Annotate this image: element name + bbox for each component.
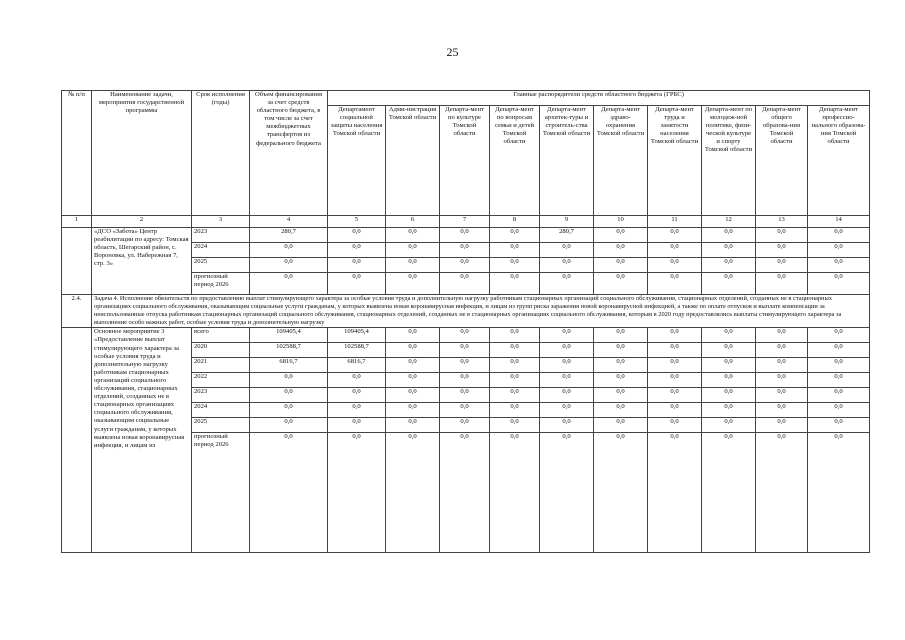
dept-value-cell: 0,0 xyxy=(440,258,490,273)
block-2 xyxy=(62,328,870,553)
dept-value-cell: 0,0 xyxy=(386,243,440,258)
dept-value-cell: 0,0 xyxy=(328,258,386,273)
page-number: 25 xyxy=(446,45,459,59)
volume-cell: 0,0 xyxy=(250,403,328,418)
dept-value-cell: 0,0 xyxy=(440,388,490,403)
dept-value-cell: 0,0 xyxy=(594,228,648,243)
header-dept-7: Департа-мент труда и занятости населения Томской области xyxy=(648,106,702,216)
dept-value-cell: 0,0 xyxy=(490,403,540,418)
budget-table xyxy=(61,90,870,553)
period-cell: 2024 xyxy=(192,243,250,258)
period-cell: прогнозный период 2026 xyxy=(192,433,250,553)
dept-value-cell: 0,0 xyxy=(490,258,540,273)
dept-value-cell: 0,0 xyxy=(386,328,440,343)
volume-cell: 0,0 xyxy=(250,418,328,433)
dept-value-cell: 0,0 xyxy=(540,418,594,433)
dept-value-cell: 0,0 xyxy=(702,258,756,273)
task-row xyxy=(62,295,870,328)
dept-value-cell: 0,0 xyxy=(386,343,440,358)
dept-value-cell: 0,0 xyxy=(808,373,870,388)
dept-value-cell: 0,0 xyxy=(328,388,386,403)
dept-value-cell: 0,0 xyxy=(490,243,540,258)
task-number: 2.4. xyxy=(62,295,92,328)
dept-value-cell: 0,0 xyxy=(808,433,870,553)
dept-value-cell: 109405,4 xyxy=(328,328,386,343)
period-cell: 2025 xyxy=(192,418,250,433)
dept-value-cell: 0,0 xyxy=(702,343,756,358)
dept-value-cell: 0,0 xyxy=(702,433,756,553)
dept-value-cell: 0,0 xyxy=(702,358,756,373)
dept-value-cell: 0,0 xyxy=(540,433,594,553)
dept-value-cell: 0,0 xyxy=(808,243,870,258)
volume-cell: 0,0 xyxy=(250,388,328,403)
column-number-10: 10 xyxy=(594,216,648,228)
dept-value-cell: 0,0 xyxy=(594,373,648,388)
dept-value-cell: 0,0 xyxy=(808,228,870,243)
period-cell: 2021 xyxy=(192,358,250,373)
dept-value-cell: 0,0 xyxy=(808,273,870,295)
column-number-2: 2 xyxy=(92,216,192,228)
header-dept-4: Департа-мент по вопросам семьи и детей Томской области xyxy=(490,106,540,216)
dept-value-cell: 0,0 xyxy=(756,358,808,373)
header-grbs: Главные распорядители средств областного бюджета (ГРБС) xyxy=(328,91,870,106)
dept-value-cell: 0,0 xyxy=(440,343,490,358)
volume-cell: 0,0 xyxy=(250,258,328,273)
dept-value-cell: 0,0 xyxy=(648,418,702,433)
dept-value-cell: 0,0 xyxy=(648,403,702,418)
dept-value-cell: 0,0 xyxy=(808,418,870,433)
period-cell: 2025 xyxy=(192,258,250,273)
dept-value-cell: 0,0 xyxy=(540,243,594,258)
dept-value-cell: 0,0 xyxy=(440,228,490,243)
dept-value-cell: 0,0 xyxy=(702,373,756,388)
column-number-8: 8 xyxy=(490,216,540,228)
header-dept-1: Департамент социальной защиты населения Томской области xyxy=(328,106,386,216)
table-row xyxy=(62,228,870,243)
header-dept-2: Адми-нистрация Томской области xyxy=(386,106,440,216)
volume-cell: 102588,7 xyxy=(250,343,328,358)
dept-value-cell: 0,0 xyxy=(540,258,594,273)
column-number-13: 13 xyxy=(756,216,808,228)
dept-value-cell: 0,0 xyxy=(648,343,702,358)
dept-value-cell: 0,0 xyxy=(386,433,440,553)
dept-value-cell: 0,0 xyxy=(702,273,756,295)
dept-value-cell: 0,0 xyxy=(594,433,648,553)
column-numbering-row xyxy=(62,216,870,228)
dept-value-cell: 0,0 xyxy=(328,433,386,553)
dept-value-cell: 0,0 xyxy=(702,328,756,343)
dept-value-cell: 0,0 xyxy=(756,258,808,273)
column-number-4: 4 xyxy=(250,216,328,228)
column-number-6: 6 xyxy=(386,216,440,228)
dept-value-cell: 0,0 xyxy=(328,228,386,243)
dept-value-cell: 0,0 xyxy=(702,418,756,433)
period-cell: всего xyxy=(192,328,250,343)
dept-value-cell: 0,0 xyxy=(756,243,808,258)
dept-value-cell: 0,0 xyxy=(540,373,594,388)
dept-value-cell: 0,0 xyxy=(328,273,386,295)
block-1 xyxy=(62,228,870,295)
dept-value-cell: 0,0 xyxy=(440,358,490,373)
dept-value-cell: 0,0 xyxy=(540,273,594,295)
dept-value-cell: 0,0 xyxy=(594,258,648,273)
dept-value-cell: 0,0 xyxy=(756,373,808,388)
measure-name: Основное мероприятие 3 «Предоставление выплат стимулирующего характера за особые условия труда и дополнительную нагрузку работникам стационарных организаций социального обслуживания, стационарных отделений, созданных не в стационарных организациях социального обслуживания, оказывающим социальные услуги гражданам, у которых выявлена новая коронавирусная инфекция, и лицам из xyxy=(92,328,192,553)
dept-value-cell: 0,0 xyxy=(594,328,648,343)
period-cell: прогнозный период 2026 xyxy=(192,273,250,295)
period-cell: 2022 xyxy=(192,373,250,388)
header-dept-8: Департа-мент по молодеж-ной политике, физи-ческой культуре и спорту Томской области xyxy=(702,106,756,216)
dept-value-cell: 0,0 xyxy=(756,433,808,553)
dept-value-cell: 0,0 xyxy=(440,243,490,258)
column-number-7: 7 xyxy=(440,216,490,228)
dept-value-cell: 0,0 xyxy=(648,358,702,373)
row-number-cell xyxy=(62,228,92,295)
dept-value-cell: 0,0 xyxy=(594,418,648,433)
dept-value-cell: 0,0 xyxy=(490,358,540,373)
dept-value-cell: 0,0 xyxy=(702,403,756,418)
dept-value-cell: 0,0 xyxy=(648,433,702,553)
dept-value-cell: 0,0 xyxy=(648,228,702,243)
column-number-9: 9 xyxy=(540,216,594,228)
dept-value-cell: 0,0 xyxy=(490,228,540,243)
dept-value-cell: 0,0 xyxy=(702,228,756,243)
dept-value-cell: 0,0 xyxy=(756,343,808,358)
dept-value-cell: 0,0 xyxy=(756,273,808,295)
dept-value-cell: 0,0 xyxy=(756,328,808,343)
dept-value-cell: 0,0 xyxy=(386,388,440,403)
period-cell: 2023 xyxy=(192,388,250,403)
header-dept-5: Департа-мент архитек-туры и строитель-ства Томской области xyxy=(540,106,594,216)
header-dept-6: Департа-мент здраво-охранения Томской области xyxy=(594,106,648,216)
header-dept-3: Департа-мент по культуре Томской области xyxy=(440,106,490,216)
dept-value-cell: 0,0 xyxy=(648,388,702,403)
header-dept-9: Департа-мент общего образова-ния Томской области xyxy=(756,106,808,216)
table-row xyxy=(62,328,870,343)
volume-cell: 0,0 xyxy=(250,433,328,553)
dept-value-cell: 0,0 xyxy=(808,343,870,358)
dept-value-cell: 0,0 xyxy=(328,418,386,433)
header-dept-10: Департа-мент профессио-нального образова-ния Томской области xyxy=(808,106,870,216)
dept-value-cell: 0,0 xyxy=(594,388,648,403)
volume-cell: 0,0 xyxy=(250,273,328,295)
dept-value-cell: 0,0 xyxy=(594,358,648,373)
dept-value-cell: 0,0 xyxy=(386,418,440,433)
dept-value-cell: 0,0 xyxy=(440,433,490,553)
dept-value-cell: 0,0 xyxy=(594,403,648,418)
header-volume: Объем финансирования за счет средств областного бюджета, в том числе за счет межбюджетных трансфертов из федерального бюджета xyxy=(250,91,328,216)
dept-value-cell: 0,0 xyxy=(594,273,648,295)
dept-value-cell: 0,0 xyxy=(702,388,756,403)
row-number-cell xyxy=(62,328,92,553)
dept-value-cell: 0,0 xyxy=(490,388,540,403)
header-period: Срок исполнения (годы) xyxy=(192,91,250,216)
dept-value-cell: 0,0 xyxy=(756,228,808,243)
dept-value-cell: 102588,7 xyxy=(328,343,386,358)
dept-value-cell: 0,0 xyxy=(440,328,490,343)
dept-value-cell: 0,0 xyxy=(756,388,808,403)
column-number-11: 11 xyxy=(648,216,702,228)
header-num: № п/п xyxy=(62,91,92,216)
dept-value-cell: 0,0 xyxy=(490,433,540,553)
dept-value-cell: 0,0 xyxy=(490,343,540,358)
volume-cell: 109405,4 xyxy=(250,328,328,343)
period-cell: 2024 xyxy=(192,403,250,418)
dept-value-cell: 0,0 xyxy=(440,418,490,433)
dept-value-cell: 0,0 xyxy=(808,388,870,403)
dept-value-cell: 0,0 xyxy=(594,343,648,358)
measure-name: «ДСО «Забота» Центр реабилитации по адресу: Томская область, Шегарский район, с. Вороновка, ул. Набережная 7, стр. 3» xyxy=(92,228,192,295)
dept-value-cell: 0,0 xyxy=(490,328,540,343)
dept-value-cell: 0,0 xyxy=(540,403,594,418)
dept-value-cell: 0,0 xyxy=(648,258,702,273)
dept-value-cell: 0,0 xyxy=(440,403,490,418)
column-number-3: 3 xyxy=(192,216,250,228)
dept-value-cell: 0,0 xyxy=(756,403,808,418)
dept-value-cell: 0,0 xyxy=(440,373,490,388)
dept-value-cell: 0,0 xyxy=(540,328,594,343)
header-name: Наименование задачи, мероприятия государственной программы xyxy=(92,91,192,216)
dept-value-cell: 0,0 xyxy=(490,373,540,388)
column-number-5: 5 xyxy=(328,216,386,228)
dept-value-cell: 0,0 xyxy=(490,273,540,295)
dept-value-cell: 0,0 xyxy=(756,418,808,433)
dept-value-cell: 0,0 xyxy=(386,273,440,295)
dept-value-cell: 0,0 xyxy=(648,243,702,258)
column-number-14: 14 xyxy=(808,216,870,228)
dept-value-cell: 6816,7 xyxy=(328,358,386,373)
dept-value-cell: 0,0 xyxy=(386,228,440,243)
dept-value-cell: 0,0 xyxy=(540,358,594,373)
period-cell: 2020 xyxy=(192,343,250,358)
dept-value-cell: 0,0 xyxy=(808,258,870,273)
dept-value-cell: 0,0 xyxy=(490,418,540,433)
dept-value-cell: 0,0 xyxy=(328,243,386,258)
column-number-12: 12 xyxy=(702,216,756,228)
dept-value-cell: 0,0 xyxy=(808,358,870,373)
dept-value-cell: 0,0 xyxy=(328,373,386,388)
volume-cell: 280,7 xyxy=(250,228,328,243)
dept-value-cell: 0,0 xyxy=(440,273,490,295)
dept-value-cell: 0,0 xyxy=(648,273,702,295)
dept-value-cell: 0,0 xyxy=(328,403,386,418)
task-text: Задача 4. Исполнение обязательств по предоставлению выплат стимулирующего характера за особые условия труда и дополнительную нагрузку работникам стационарных организаций социального обслуживания, стационарных отделений, созданных не в стационарных организациях социального обслуживания, оказывающим социальные услуги гражданам, у которых выявлена новая коронавирусная инфекция, и лицам из групп риска заражения новой коронавирусной инфекцией, а также по оплате отпусков и выплате компенсации за неиспользованные отпуска работникам стационарных организаций социального обслуживания, стационарных отделений, созданных не в стационарных организациях социального обслуживания, которым в 2020 году предоставлялись выплаты стимулирующего характера за выполнение особо важных работ, особые условия труда и дополнительную нагрузку xyxy=(92,295,870,328)
dept-value-cell: 0,0 xyxy=(648,328,702,343)
volume-cell: 6816,7 xyxy=(250,358,328,373)
dept-value-cell: 0,0 xyxy=(702,243,756,258)
dept-value-cell: 0,0 xyxy=(594,243,648,258)
header-row-1 xyxy=(62,91,870,106)
dept-value-cell: 280,7 xyxy=(540,228,594,243)
dept-value-cell: 0,0 xyxy=(540,388,594,403)
dept-value-cell: 0,0 xyxy=(540,343,594,358)
dept-value-cell: 0,0 xyxy=(386,258,440,273)
dept-value-cell: 0,0 xyxy=(648,373,702,388)
dept-value-cell: 0,0 xyxy=(386,403,440,418)
period-cell: 2023 xyxy=(192,228,250,243)
dept-value-cell: 0,0 xyxy=(386,358,440,373)
dept-value-cell: 0,0 xyxy=(386,373,440,388)
dept-value-cell: 0,0 xyxy=(808,403,870,418)
volume-cell: 0,0 xyxy=(250,373,328,388)
volume-cell: 0,0 xyxy=(250,243,328,258)
dept-value-cell: 0,0 xyxy=(808,328,870,343)
column-number-1: 1 xyxy=(62,216,92,228)
